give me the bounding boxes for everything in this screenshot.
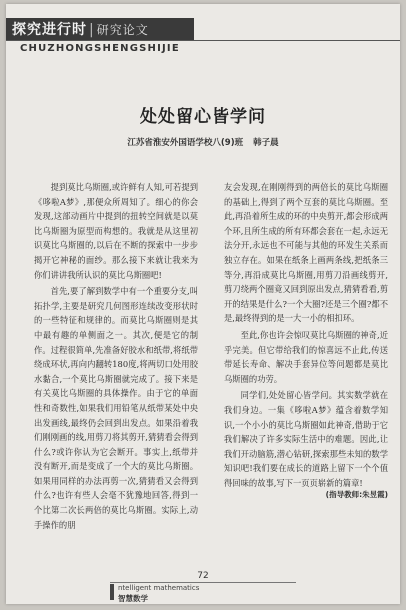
author-name: 韩子晨 bbox=[253, 138, 279, 148]
article-byline bbox=[6, 136, 400, 148]
column-pinyin: CHUZHONGSHENGSHIJIE bbox=[20, 43, 180, 54]
article-title: 处处留心皆学问 bbox=[140, 107, 266, 127]
right-paragraph: 同学们,处处留心皆学问。其实数学就在我们身边。一集《哆啦A梦》蕴含着数学知识,一个小小的莫比乌斯圈如此神奇,借助于它我们解决了许多实际生活中的难题。因此,让我们开动脑筋,潜心钻研,探索那些未知的数学知识吧!我们要在成长的道路上留下一个个值得回味的故事,写下一页页崭新的篇章! bbox=[224, 390, 388, 488]
author-school: 江苏省淮安外国语学校八(9)班 bbox=[127, 138, 244, 148]
column-subtitle: 研究论文 bbox=[96, 23, 149, 37]
left-paragraph: 提到莫比乌斯圈,或许鲜有人知,可若提到《哆啦A梦》,那便众所周知了。细心的你会发现,这部动画片中提到的扭转空间就是以莫比乌斯圈为原型而构想的。我就是从这里初识莫比乌斯圈的,以后在不断的探索中一步步揭开它神秘的面纱。那么接下来就让我来为你们讲讲我所认识的莫比乌斯圈吧! bbox=[34, 182, 198, 280]
magazine-name-en: ntelligent mathematics bbox=[118, 584, 200, 592]
left-paragraph: 首先,要了解到数学中有一个重要分支,叫拓扑学,主要是研究几何图形连续改变形状时的一些特征和规律的。而莫比乌斯圈则是其中最有趣的单侧面之一。其次,便是它的制作。过程很简单,先准备好胶水和纸带,将纸带绕成环状,再向内翻转180度,将两切口处用胶水黏合,一个莫比乌斯圈就完成了。接下来是有关莫比乌斯圈的具体操作。由于它的单面性和奇数性,如果我们用铅笔从纸带某处中央出发画线,最终仍会回到出发点。如果沿着我们刚刚画的线,用剪刀将其剪开,猜猜看会得到什么?或许你认为它会断开。事实上,纸带并没有断开,而是变成了一个大的莫比乌斯圈。如果用同样的办法再剪一次,猜猜看又会得到什么?也许有些人会毫不犹豫地回答,得到一个比第二次长两倍的莫比乌斯圈。实际上,动手操作的朋 bbox=[34, 286, 198, 530]
column-title: 探究进行时 bbox=[12, 22, 87, 38]
right-paragraph: 至此,你也许会惊叹莫比乌斯圈的神奇,近乎完美。但它带给我们的惊喜远不止此,传送带延长寿命、解决手套异位等问题都是莫比乌斯圈的功劳。 bbox=[224, 329, 388, 384]
header-separator: | bbox=[89, 22, 95, 38]
column-header bbox=[12, 19, 149, 39]
header-divider bbox=[6, 40, 400, 41]
magazine-page bbox=[6, 4, 400, 604]
left-column bbox=[34, 180, 198, 534]
right-column bbox=[224, 180, 388, 492]
footer-divider bbox=[110, 582, 296, 583]
magazine-name-cn: 智慧数学 bbox=[118, 594, 148, 603]
right-paragraph: 友会发现,在刚刚得到的两倍长的莫比乌斯圈的基础上,得到了两个互套的莫比乌斯圈。至此,再沿着所生成的环的中央剪开,都会形成两个环,且所生成的所有环都会套在一起,永远无法分开,永远也不可能与其他的环发生关系而独立存在。如果在纸条上画两条线,把纸条三等分,再沿成莫比乌斯圈,用剪刀沿画线剪开,剪刀绕两个圈竟又回到原出发点,猜猜看看,剪开的结果是什么?一个大圈?还是三个圈?都不是,最终得到的是一大一小的相扣环。 bbox=[224, 182, 388, 324]
page-number: 72 bbox=[197, 571, 209, 581]
advisor-credit: (指导教师:朱昱霞) bbox=[325, 490, 388, 499]
magazine-logo-mark bbox=[110, 584, 114, 600]
